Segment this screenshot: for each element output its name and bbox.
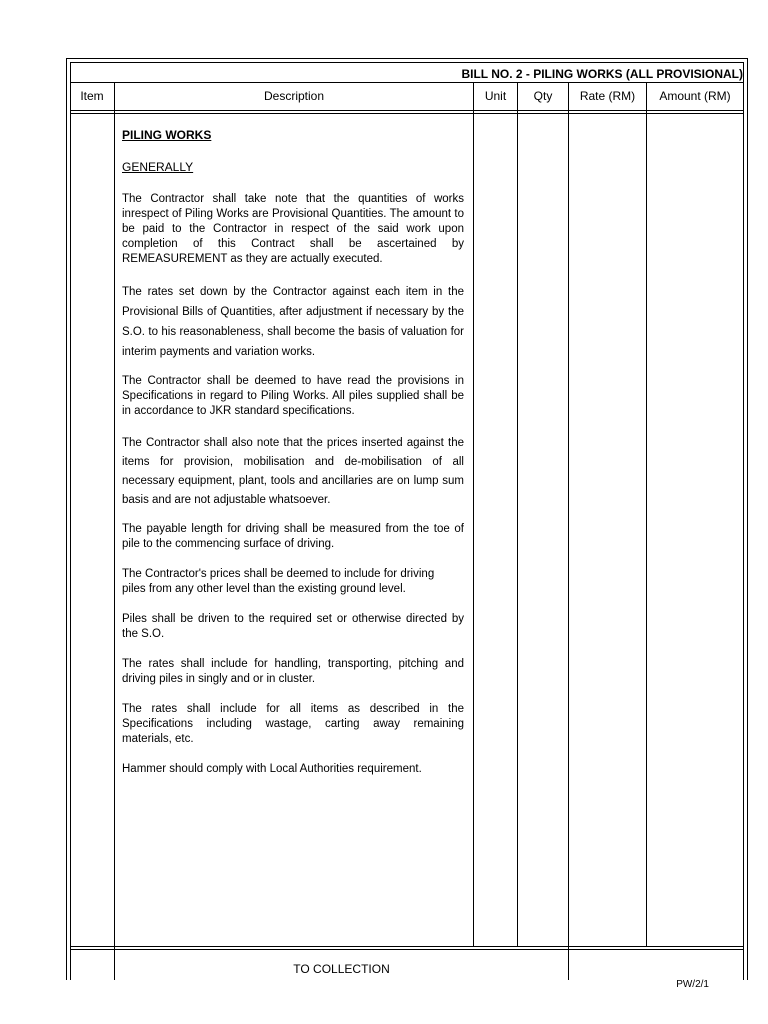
section-heading: PILING WORKS	[122, 128, 212, 142]
col-divider-item	[114, 82, 115, 980]
column-header-description: Description	[263, 89, 325, 103]
paragraph: The Contractor shall take note that the quantities of works inrespect of Piling Works are Provisional Quantities. The amount to be paid to the Contractor in respect of the said work upon completion of this Contract shall be ascertained by REMEASUREMENT as they are actually executed.	[122, 193, 464, 265]
column-header-qty: Qty	[533, 89, 553, 103]
page-reference: PW/2/1	[676, 979, 709, 990]
col-divider-desc	[473, 82, 474, 947]
col-divider-rate	[646, 82, 647, 947]
paragraph: The payable length for driving shall be measured from the toe of pile to the commencing surface of driving.	[122, 523, 464, 550]
column-header-rate: Rate (RM)	[579, 89, 636, 103]
description-body	[122, 128, 464, 777]
paragraph: Piles shall be driven to the required set or otherwise directed by the S.O.	[122, 613, 464, 640]
sub-heading: GENERALLY	[122, 160, 194, 174]
bill-title: BILL NO. 2 - PILING WORKS (ALL PROVISIONAL)	[461, 67, 743, 81]
column-header-unit: Unit	[484, 89, 507, 103]
column-header-amount: Amount (RM)	[659, 89, 731, 103]
border-right-inner	[743, 62, 744, 980]
header-rule-2	[70, 113, 744, 114]
paragraph: The Contractor shall be deemed to have read the provisions in Specifications in regard to Piling Works. All piles supplied shall be in accordance to JKR standard specifications.	[122, 375, 464, 417]
paragraph: The rates set down by the Contractor against each item in the Provisional Bills of Quantities, after adjustment if necessary by the S.O. to his reasonableness, shall become the basis of valuation for interim payments and variation works.	[122, 286, 464, 358]
paragraph: The rates shall include for all items as described in the Specifications including wastage, carting away remaining materials, etc.	[122, 703, 464, 745]
col-divider-unit	[517, 82, 518, 947]
footer-label: TO COLLECTION	[293, 962, 390, 976]
border-top-outer	[66, 58, 748, 59]
col-divider-qty	[568, 82, 569, 980]
footer-rule-2	[70, 949, 744, 950]
paragraph: The Contractor's prices shall be deemed to include for driving piles from any other level than the existing ground level.	[122, 568, 435, 595]
border-right-outer	[747, 58, 748, 980]
paragraph: The rates shall include for handling, transporting, pitching and driving piles in singly and or in cluster.	[122, 658, 464, 685]
column-header-item: Item	[80, 89, 104, 103]
paragraph: The Contractor shall also note that the prices inserted against the items for provision, mobilisation and de-mobilisation of all necessary equipment, plant, tools and ancillaries are on lump sum basis and are not adjustable whatsoever.	[122, 437, 464, 506]
header-rule-1	[70, 110, 744, 111]
footer-rule-1	[70, 946, 744, 947]
border-top-inner	[70, 62, 744, 63]
paragraph: Hammer should comply with Local Authorities requirement.	[122, 763, 422, 775]
border-left-inner	[70, 62, 71, 980]
border-left-outer	[66, 58, 67, 980]
